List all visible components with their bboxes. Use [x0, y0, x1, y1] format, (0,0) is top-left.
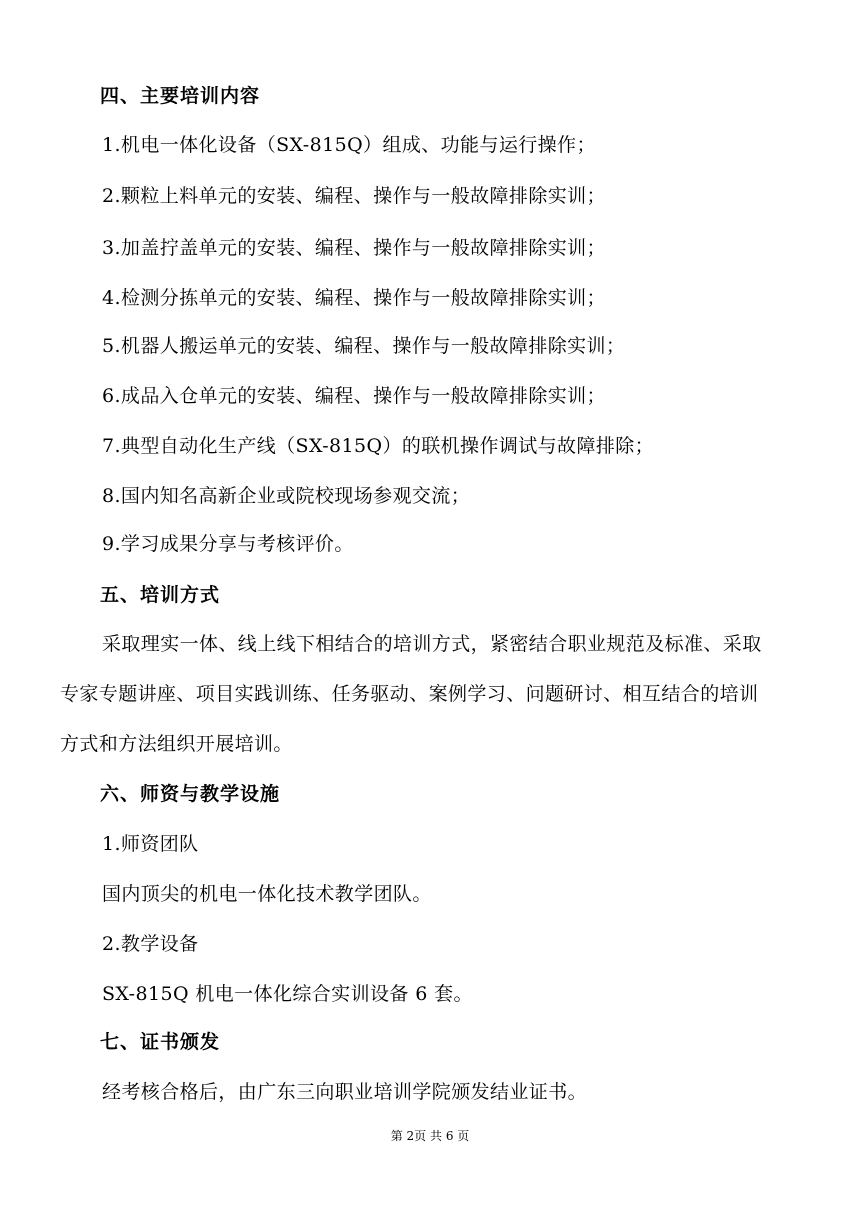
training-item-1: 1.机电一体化设备（SX-815Q）组成、功能与运行操作；: [102, 134, 596, 156]
faculty-subheading: 1.师资团队: [102, 833, 199, 855]
section-7-heading: 七、证书颁发: [100, 1031, 221, 1053]
page-footer: 第 2页 共 6 页: [390, 1129, 470, 1143]
training-item-5: 5.机器人搬运单元的安装、编程、操作与一般故障排除实训；: [102, 335, 626, 357]
section-5-paragraph-line-3: 方式和方法组织开展培训。: [60, 733, 293, 755]
section-5-paragraph-line-2: 专家专题讲座、项目实践训练、任务驱动、案例学习、问题研讨、相互结合的培训: [60, 683, 759, 705]
section-6-heading: 六、师资与教学设施: [100, 783, 281, 805]
faculty-description: 国内顶尖的机电一体化技术教学团队。: [102, 883, 432, 905]
certificate-description: 经考核合格后，由广东三向职业培训学院颁发结业证书。: [102, 1081, 588, 1103]
training-item-8: 8.国内知名高新企业或院校现场参观交流；: [102, 485, 471, 507]
training-item-6: 6.成品入仓单元的安装、编程、操作与一般故障排除实训；: [102, 385, 606, 407]
training-item-3: 3.加盖拧盖单元的安装、编程、操作与一般故障排除实训；: [102, 237, 606, 259]
training-item-4: 4.检测分拣单元的安装、编程、操作与一般故障排除实训；: [102, 287, 606, 309]
equipment-subheading: 2.教学设备: [102, 933, 199, 955]
training-item-7: 7.典型自动化生产线（SX-815Q）的联机操作调试与故障排除；: [102, 435, 655, 457]
section-4-heading: 四、主要培训内容: [100, 85, 261, 107]
equipment-description: SX-815Q 机电一体化综合实训设备 6 套。: [102, 983, 473, 1005]
training-item-9: 9.学习成果分享与考核评价。: [102, 533, 354, 555]
training-item-2: 2.颗粒上料单元的安装、编程、操作与一般故障排除实训；: [102, 185, 606, 207]
section-5-paragraph-line-1: 采取理实一体、线上线下相结合的培训方式，紧密结合职业规范及标准、采取: [102, 633, 762, 655]
section-5-heading: 五、培训方式: [100, 584, 221, 606]
